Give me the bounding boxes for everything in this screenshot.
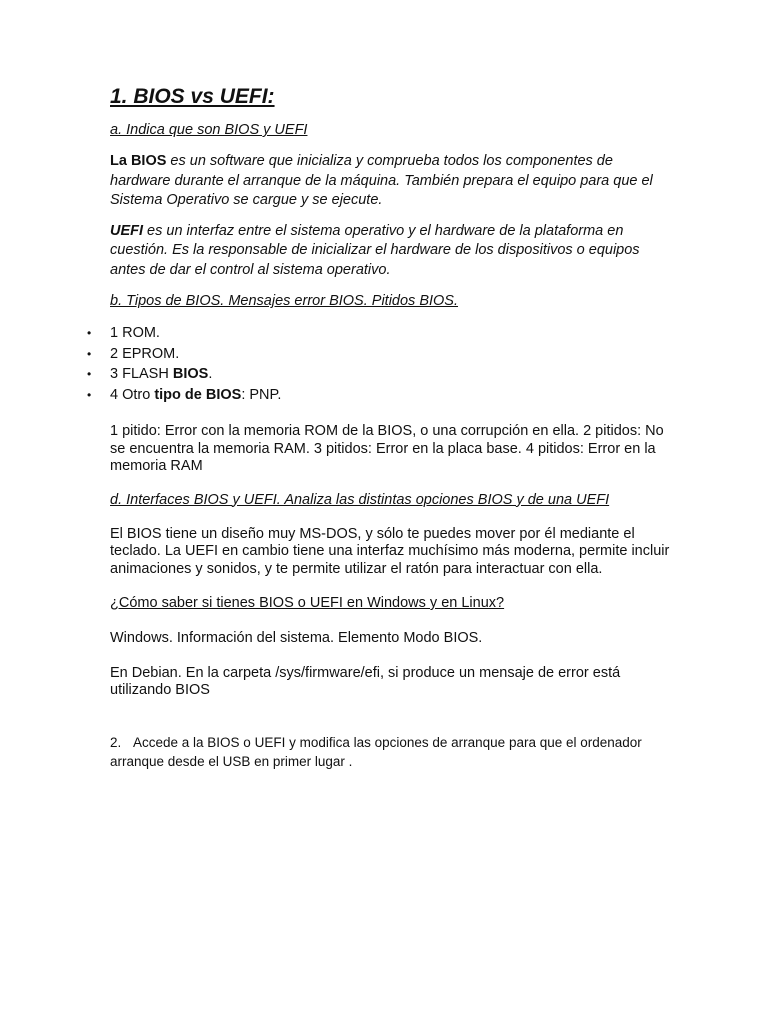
uefi-definition-text: es un interfaz entre el sistema operativo y el hardware de la plataforma en cuestión. Es la responsable de inicializar el hardware de los dispositivos o equipos antes de dar el control al sistema operativo. [110,222,640,278]
main-heading: 1. BIOS vs UEFI: [110,85,275,108]
bullet-icon: • [87,346,92,361]
bullet-icon: • [87,367,92,381]
section-b-title: b. Tipos de BIOS. Mensajes error BIOS. Pitidos BIOS. [110,293,459,309]
uefi-definition [110,222,670,281]
bullet-icon: • [87,387,92,402]
list-item: • 4 Otro tipo de BIOS: PNP. [110,385,670,406]
item-number: 2. [110,734,122,750]
bios-types-list [87,323,670,405]
item-text: Accede a la BIOS o UEFI y modifica las opciones de arranque para que el ordenador arranque desde el USB en primer lugar . [110,734,642,769]
numbered-item-2 [110,733,670,772]
beep-codes-text: 1 pitido: Error con la memoria ROM de la BIOS, o una corrupción en ella. 2 pitidos: No se encuentra la memoria RAM. 3 pitidos: Error en la placa base. 4 pitidos: Error en la memoria RAM [110,423,664,474]
interfaces-text: El BIOS tiene un diseño muy MS-DOS, y sólo te puedes mover por él mediante el teclado. La UEFI en cambio tiene una interfaz muchísimo más moderna, permite incluir animaciones y sonidos, y te permite utilizar el ratón para interactuar con ella. [110,525,670,577]
section-a-title: a. Indica que son BIOS y UEFI [110,122,308,138]
bios-term: La BIOS [110,153,167,169]
bullet-icon: • [87,326,92,340]
list-item: • 1 ROM. [110,323,670,344]
bios-definition [110,152,670,211]
uefi-term: UEFI [110,222,144,239]
how-to-question: ¿Cómo saber si tienes BIOS o UEFI en Windows y en Linux? [110,595,505,611]
document-content [87,84,670,772]
debian-text: En Debian. En la carpeta /sys/firmware/efi, si produce un mensaje de error está utilizando BIOS [110,664,621,698]
list-item: • 3 FLASH BIOS. [110,364,670,385]
list-item: • 2 EPROM. [110,344,670,365]
windows-text: Windows. Información del sistema. Elemento Modo BIOS. [110,630,483,646]
bios-definition-text: es un software que inicializa y comprueba todos los componentes de hardware durante el arranque de la máquina. También prepara el equipo para que el Sistema Operativo se cargue y se ejecute. [110,153,653,208]
section-d-title: d. Interfaces BIOS y UEFI. Analiza las distintas opciones BIOS y de una UEFI [110,491,610,508]
